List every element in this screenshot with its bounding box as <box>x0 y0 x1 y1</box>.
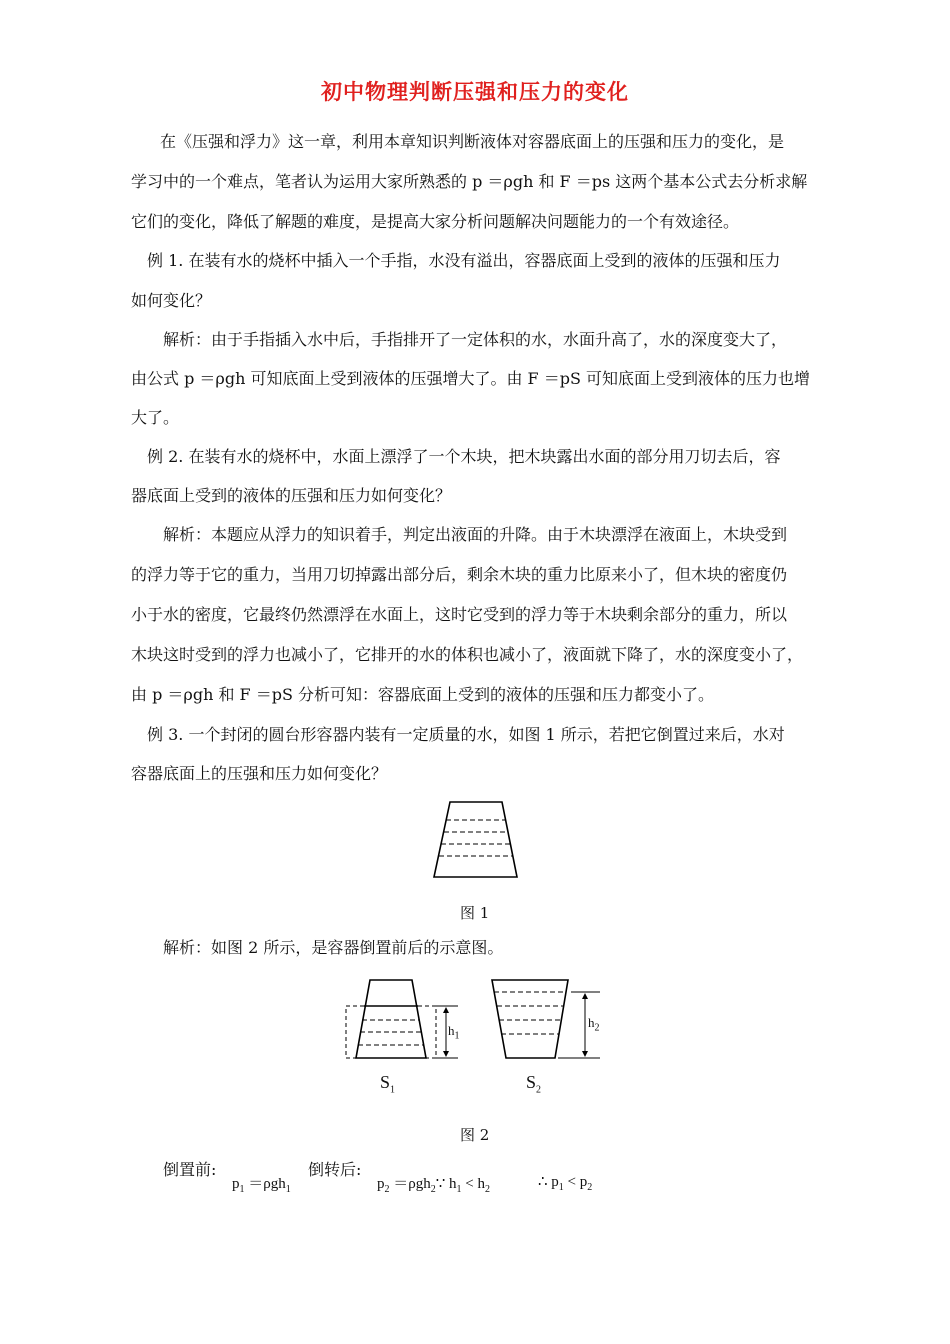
example2-question-line-2: 器底面上受到的液体的压强和压力如何变化？ <box>131 486 452 505</box>
example1-question-line-2: 如何变化？ <box>131 291 212 310</box>
area-label-s2: $S_2$ <box>526 1072 542 1096</box>
intro-line-1: 在《压强和浮力》这一章，利用本章知识判断液体对容器底面上的压强和压力的变化，是 <box>160 132 785 151</box>
example1-analysis-line-1: 解析：由于手指插入水中后，手指排开了一定体积的水，水面升高了，水的深度变大了， <box>163 330 788 349</box>
example2-analysis-line-2: 的浮力等于它的重力，当用刀切掉露出部分后，剩余木块的重力比原来小了，但木块的密度仍 <box>131 565 788 584</box>
example2-analysis-line-5: 由 p ＝ρgh 和 F ＝pS 分析可知：容器底面上受到的液体的压强和压力都变小了。 <box>131 685 715 704</box>
intro-line-3: 它们的变化，降低了解题的难度，是提高大家分析问题解决问题能力的一个有效途径。 <box>131 212 740 231</box>
after-label: 倒转后: <box>308 1160 362 1179</box>
after-formula: $p_2$ ＝ρgh$_2$∵ $h_1 < h_2$ <box>377 1176 491 1195</box>
before-label: 倒置前: <box>163 1160 217 1179</box>
figure1-caption: 图 1 <box>460 904 490 922</box>
example2-analysis-line-1: 解析：本题应从浮力的知识着手，判定出液面的升降。由于木块漂浮在液面上，木块受到 <box>163 525 788 544</box>
example2-question-line-1: 例 2. 在装有水的烧杯中，水面上漂浮了一个木块，把木块露出水面的部分用刀切去后，容 <box>147 447 781 466</box>
figure2-caption: 图 2 <box>460 1126 490 1144</box>
example1-analysis-line-3: 大了。 <box>131 408 180 427</box>
inverted-container <box>492 980 600 1058</box>
height-label-h1: $h_1$ <box>448 1023 460 1042</box>
before-formula: $p_1 =\rho gh_1$ <box>232 1176 291 1195</box>
example3-question-line-1: 例 3. 一个封闭的圆台形容器内装有一定质量的水，如图 1 所示，若把它倒置过来后，水对 <box>147 725 785 744</box>
page-title: 初中物理判断压强和压力的变化 <box>321 80 629 104</box>
upright-container <box>346 980 458 1058</box>
intro-line-2: 学习中的一个难点，笔者认为运用大家所熟悉的 p ＝ρgh 和 F ＝ps 这两个基本公式去分析求解 <box>131 172 808 191</box>
figure1-frustum-diagram <box>428 800 524 880</box>
area-label-s1: $S_1$ <box>380 1072 396 1096</box>
example3-question-line-2: 容器底面上的压强和压力如何变化？ <box>131 764 388 783</box>
therefore-formula: ∴ $p_1 < p_2$ <box>538 1174 593 1193</box>
example1-question-line-1: 例 1. 在装有水的烧杯中插入一个手指，水没有溢出，容器底面上受到的液体的压强和压力 <box>147 251 781 270</box>
frustum-outline <box>434 802 517 877</box>
height-label-h2: $h_2$ <box>588 1015 600 1034</box>
example2-analysis-line-4: 木块这时受到的浮力也减小了，它排开的水的体积也减小了，液面就下降了，水的深度变小了， <box>131 645 804 664</box>
example3-analysis-intro: 解析：如图 2 所示，是容器倒置前后的示意图。 <box>163 938 504 957</box>
example2-analysis-line-3: 小于水的密度，它最终仍然漂浮在水面上，这时它受到的浮力等于木块剩余部分的重力，所以 <box>131 605 788 624</box>
example1-analysis-line-2: 由公式 p ＝ρgh 可知底面上受到液体的压强增大了。由 F ＝pS 可知底面上受到液体的压力也增 <box>131 369 811 388</box>
figure2-inversion-diagram <box>338 978 618 1078</box>
